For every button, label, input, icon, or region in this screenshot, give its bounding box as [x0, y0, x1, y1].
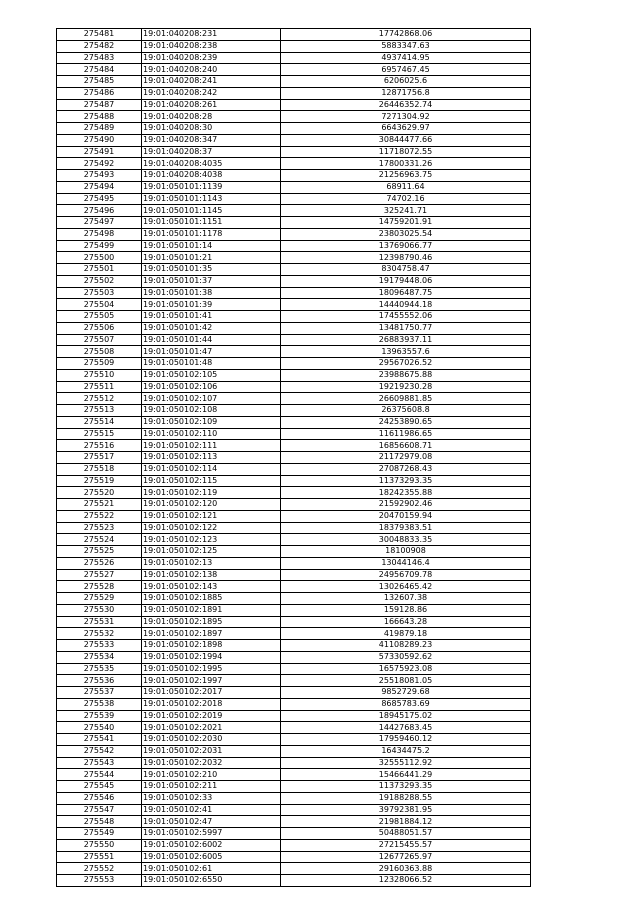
- row-number-cell: 275507: [57, 334, 142, 346]
- row-number-cell: 275514: [57, 416, 142, 428]
- value-cell: 32555112.92: [281, 757, 531, 769]
- cadastral-number-cell: 19:01:050101:37: [142, 275, 281, 287]
- row-number-cell: 275520: [57, 487, 142, 499]
- cadastral-number-cell: 19:01:050102:122: [142, 522, 281, 534]
- value-cell: 13044146.4: [281, 557, 531, 569]
- cadastral-number-cell: 19:01:050101:44: [142, 334, 281, 346]
- cadastral-number-cell: 19:01:050101:1151: [142, 217, 281, 229]
- table-row: [57, 76, 531, 88]
- table-row: [57, 546, 531, 558]
- row-number-cell: 275539: [57, 710, 142, 722]
- cadastral-number-cell: 19:01:050102:1995: [142, 663, 281, 675]
- row-number-cell: 275504: [57, 299, 142, 311]
- row-number-cell: 275502: [57, 275, 142, 287]
- table-row: [57, 87, 531, 99]
- cadastral-number-cell: 19:01:050101:41: [142, 311, 281, 323]
- cadastral-number-cell: 19:01:050102:107: [142, 393, 281, 405]
- value-cell: 26446352.74: [281, 99, 531, 111]
- cadastral-number-cell: 19:01:050102:138: [142, 569, 281, 581]
- row-number-cell: 275531: [57, 616, 142, 628]
- value-cell: 13026465.42: [281, 581, 531, 593]
- table-row: [57, 463, 531, 475]
- table-row: [57, 651, 531, 663]
- cadastral-number-cell: 19:01:050102:210: [142, 769, 281, 781]
- value-cell: 18379383.51: [281, 522, 531, 534]
- value-cell: 21172979.08: [281, 452, 531, 464]
- table-row: [57, 193, 531, 205]
- cadastral-number-cell: 19:01:050102:2031: [142, 745, 281, 757]
- row-number-cell: 275499: [57, 240, 142, 252]
- cadastral-number-cell: 19:01:050102:6005: [142, 851, 281, 863]
- cadastral-number-cell: 19:01:050101:14: [142, 240, 281, 252]
- table-row: [57, 440, 531, 452]
- table-row: [57, 111, 531, 123]
- table-row: [57, 510, 531, 522]
- table-row: [57, 322, 531, 334]
- cadastral-number-cell: 19:01:050102:47: [142, 816, 281, 828]
- value-cell: 21256963.75: [281, 170, 531, 182]
- table-row: [57, 804, 531, 816]
- row-number-cell: 275524: [57, 534, 142, 546]
- value-cell: 50488051.57: [281, 828, 531, 840]
- cadastral-number-cell: 19:01:050102:2021: [142, 722, 281, 734]
- row-number-cell: 275549: [57, 828, 142, 840]
- table-row: [57, 522, 531, 534]
- row-number-cell: 275534: [57, 651, 142, 663]
- table-row: [57, 722, 531, 734]
- cadastral-number-cell: 19:01:040208:347: [142, 134, 281, 146]
- cadastral-number-cell: 19:01:050102:125: [142, 546, 281, 558]
- value-cell: 9852729.68: [281, 687, 531, 699]
- cadastral-number-cell: 19:01:040208:239: [142, 52, 281, 64]
- value-cell: 29160363.88: [281, 863, 531, 875]
- cadastral-number-cell: 19:01:050102:119: [142, 487, 281, 499]
- value-cell: 8304758.47: [281, 264, 531, 276]
- row-number-cell: 275489: [57, 123, 142, 135]
- cadastral-number-cell: 19:01:050101:1145: [142, 205, 281, 217]
- value-cell: 21592902.46: [281, 499, 531, 511]
- row-number-cell: 275536: [57, 675, 142, 687]
- cadastral-number-cell: 19:01:040208:238: [142, 40, 281, 52]
- table-row: [57, 557, 531, 569]
- cadastral-number-cell: 19:01:050101:35: [142, 264, 281, 276]
- table-row: [57, 593, 531, 605]
- cadastral-number-cell: 19:01:050102:211: [142, 781, 281, 793]
- table-row: [57, 792, 531, 804]
- cadastral-number-cell: 19:01:050102:143: [142, 581, 281, 593]
- value-cell: 6957467.45: [281, 64, 531, 76]
- row-number-cell: 275521: [57, 499, 142, 511]
- cadastral-number-cell: 19:01:050101:38: [142, 287, 281, 299]
- value-cell: 5883347.63: [281, 40, 531, 52]
- row-number-cell: 275541: [57, 734, 142, 746]
- value-cell: 19179448.06: [281, 275, 531, 287]
- value-cell: 419879.18: [281, 628, 531, 640]
- table-row: [57, 264, 531, 276]
- table-row: [57, 64, 531, 76]
- value-cell: 16434475.2: [281, 745, 531, 757]
- cadastral-number-cell: 19:01:040208:30: [142, 123, 281, 135]
- cadastral-number-cell: 19:01:050101:48: [142, 358, 281, 370]
- cadastral-number-cell: 19:01:050102:1885: [142, 593, 281, 605]
- value-cell: 26375608.8: [281, 405, 531, 417]
- cadastral-number-cell: 19:01:050101:42: [142, 322, 281, 334]
- row-number-cell: 275513: [57, 405, 142, 417]
- value-cell: 14440944.18: [281, 299, 531, 311]
- row-number-cell: 275516: [57, 440, 142, 452]
- table-row: [57, 581, 531, 593]
- value-cell: 8685783.69: [281, 698, 531, 710]
- table-row: [57, 734, 531, 746]
- value-cell: 12398790.46: [281, 252, 531, 264]
- row-number-cell: 275487: [57, 99, 142, 111]
- row-number-cell: 275548: [57, 816, 142, 828]
- table-row: [57, 875, 531, 887]
- table-row: [57, 698, 531, 710]
- value-cell: 14427683.45: [281, 722, 531, 734]
- value-cell: 14759201.91: [281, 217, 531, 229]
- row-number-cell: 275553: [57, 875, 142, 887]
- value-cell: 30844477.66: [281, 134, 531, 146]
- cadastral-number-cell: 19:01:050101:47: [142, 346, 281, 358]
- cadastral-number-cell: 19:01:050102:2019: [142, 710, 281, 722]
- table-row: [57, 816, 531, 828]
- table-row: [57, 534, 531, 546]
- row-number-cell: 275500: [57, 252, 142, 264]
- cadastral-number-cell: 19:01:040208:261: [142, 99, 281, 111]
- row-number-cell: 275530: [57, 604, 142, 616]
- table-row: [57, 839, 531, 851]
- table-row: [57, 863, 531, 875]
- cadastral-number-cell: 19:01:050102:2030: [142, 734, 281, 746]
- value-cell: 21981884.12: [281, 816, 531, 828]
- value-cell: 325241.71: [281, 205, 531, 217]
- table-row: [57, 416, 531, 428]
- row-number-cell: 275544: [57, 769, 142, 781]
- cadastral-number-cell: 19:01:050102:108: [142, 405, 281, 417]
- value-cell: 15466441.29: [281, 769, 531, 781]
- row-number-cell: 275481: [57, 29, 142, 41]
- row-number-cell: 275508: [57, 346, 142, 358]
- row-number-cell: 275526: [57, 557, 142, 569]
- table-row: [57, 452, 531, 464]
- cadastral-number-cell: 19:01:050102:6550: [142, 875, 281, 887]
- value-cell: 13769066.77: [281, 240, 531, 252]
- row-number-cell: 275497: [57, 217, 142, 229]
- cadastral-number-cell: 19:01:050102:121: [142, 510, 281, 522]
- value-cell: 27087268.43: [281, 463, 531, 475]
- row-number-cell: 275547: [57, 804, 142, 816]
- value-cell: 26883937.11: [281, 334, 531, 346]
- row-number-cell: 275498: [57, 228, 142, 240]
- cadastral-number-cell: 19:01:050101:1178: [142, 228, 281, 240]
- value-cell: 29567026.52: [281, 358, 531, 370]
- table-row: [57, 205, 531, 217]
- table-row: [57, 393, 531, 405]
- cadastral-number-cell: 19:01:040208:28: [142, 111, 281, 123]
- cadastral-number-cell: 19:01:050102:1997: [142, 675, 281, 687]
- row-number-cell: 275528: [57, 581, 142, 593]
- row-number-cell: 275501: [57, 264, 142, 276]
- value-cell: 41108289.23: [281, 640, 531, 652]
- row-number-cell: 275485: [57, 76, 142, 88]
- cadastral-number-cell: 19:01:050102:123: [142, 534, 281, 546]
- cadastral-number-cell: 19:01:050102:33: [142, 792, 281, 804]
- row-number-cell: 275484: [57, 64, 142, 76]
- table-row: [57, 628, 531, 640]
- row-number-cell: 275538: [57, 698, 142, 710]
- row-number-cell: 275505: [57, 311, 142, 323]
- cadastral-number-cell: 19:01:050102:110: [142, 428, 281, 440]
- cadastral-number-cell: 19:01:050101:39: [142, 299, 281, 311]
- table-row: [57, 675, 531, 687]
- table-row: [57, 311, 531, 323]
- table-row: [57, 828, 531, 840]
- table-row: [57, 851, 531, 863]
- table-row: [57, 52, 531, 64]
- row-number-cell: 275543: [57, 757, 142, 769]
- cadastral-number-cell: 19:01:050102:111: [142, 440, 281, 452]
- table-row: [57, 369, 531, 381]
- table-row: [57, 181, 531, 193]
- cadastral-number-cell: 19:01:050102:6002: [142, 839, 281, 851]
- table-row: [57, 745, 531, 757]
- cadastral-number-cell: 19:01:040208:4038: [142, 170, 281, 182]
- cadastral-number-cell: 19:01:040208:4035: [142, 158, 281, 170]
- value-cell: 23803025.54: [281, 228, 531, 240]
- table-row: [57, 29, 531, 41]
- cadastral-number-cell: 19:01:050101:1139: [142, 181, 281, 193]
- row-number-cell: 275540: [57, 722, 142, 734]
- value-cell: 166643.28: [281, 616, 531, 628]
- value-cell: 16856608.71: [281, 440, 531, 452]
- table-row: [57, 687, 531, 699]
- cadastral-number-cell: 19:01:050102:1898: [142, 640, 281, 652]
- value-cell: 11611986.65: [281, 428, 531, 440]
- value-cell: 23988675.88: [281, 369, 531, 381]
- value-cell: 26609881.85: [281, 393, 531, 405]
- cadastral-number-cell: 19:01:050102:2017: [142, 687, 281, 699]
- row-number-cell: 275519: [57, 475, 142, 487]
- row-number-cell: 275537: [57, 687, 142, 699]
- table-row: [57, 616, 531, 628]
- table-row: [57, 287, 531, 299]
- table-row: [57, 134, 531, 146]
- row-number-cell: 275523: [57, 522, 142, 534]
- row-number-cell: 275482: [57, 40, 142, 52]
- value-cell: 11373293.35: [281, 475, 531, 487]
- value-cell: 12677265.97: [281, 851, 531, 863]
- row-number-cell: 275522: [57, 510, 142, 522]
- table-row: [57, 381, 531, 393]
- table-row: [57, 228, 531, 240]
- cadastral-number-cell: 19:01:040208:240: [142, 64, 281, 76]
- table-row: [57, 710, 531, 722]
- table-row: [57, 240, 531, 252]
- cadastral-number-cell: 19:01:050102:2018: [142, 698, 281, 710]
- table-row: [57, 569, 531, 581]
- row-number-cell: 275494: [57, 181, 142, 193]
- row-number-cell: 275551: [57, 851, 142, 863]
- data-table: [56, 28, 531, 887]
- row-number-cell: 275510: [57, 369, 142, 381]
- table-row: [57, 405, 531, 417]
- table-row: [57, 123, 531, 135]
- cadastral-number-cell: 19:01:050101:1143: [142, 193, 281, 205]
- table-row: [57, 334, 531, 346]
- row-number-cell: 275525: [57, 546, 142, 558]
- row-number-cell: 275495: [57, 193, 142, 205]
- cadastral-number-cell: 19:01:040208:242: [142, 87, 281, 99]
- table-row: [57, 299, 531, 311]
- table-row: [57, 275, 531, 287]
- row-number-cell: 275533: [57, 640, 142, 652]
- row-number-cell: 275490: [57, 134, 142, 146]
- value-cell: 30048833.35: [281, 534, 531, 546]
- row-number-cell: 275512: [57, 393, 142, 405]
- cadastral-number-cell: 19:01:050102:41: [142, 804, 281, 816]
- cadastral-number-cell: 19:01:040208:241: [142, 76, 281, 88]
- row-number-cell: 275517: [57, 452, 142, 464]
- table-row: [57, 663, 531, 675]
- row-number-cell: 275545: [57, 781, 142, 793]
- value-cell: 6206025.6: [281, 76, 531, 88]
- value-cell: 19219230.28: [281, 381, 531, 393]
- cadastral-number-cell: 19:01:040208:231: [142, 29, 281, 41]
- row-number-cell: 275496: [57, 205, 142, 217]
- value-cell: 17742868.06: [281, 29, 531, 41]
- row-number-cell: 275515: [57, 428, 142, 440]
- cadastral-number-cell: 19:01:050102:120: [142, 499, 281, 511]
- value-cell: 27215455.57: [281, 839, 531, 851]
- value-cell: 18100908: [281, 546, 531, 558]
- row-number-cell: 275552: [57, 863, 142, 875]
- value-cell: 18242355.88: [281, 487, 531, 499]
- value-cell: 39792381.95: [281, 804, 531, 816]
- row-number-cell: 275542: [57, 745, 142, 757]
- value-cell: 159128.86: [281, 604, 531, 616]
- value-cell: 4937414.95: [281, 52, 531, 64]
- cadastral-number-cell: 19:01:050102:1891: [142, 604, 281, 616]
- cadastral-number-cell: 19:01:050102:115: [142, 475, 281, 487]
- cadastral-number-cell: 19:01:050102:114: [142, 463, 281, 475]
- value-cell: 13481750.77: [281, 322, 531, 334]
- value-cell: 18945175.02: [281, 710, 531, 722]
- cadastral-number-cell: 19:01:050102:61: [142, 863, 281, 875]
- cadastral-number-cell: 19:01:050102:1994: [142, 651, 281, 663]
- row-number-cell: 275535: [57, 663, 142, 675]
- table-row: [57, 428, 531, 440]
- cadastral-number-cell: 19:01:050102:5997: [142, 828, 281, 840]
- row-number-cell: 275550: [57, 839, 142, 851]
- table-row: [57, 358, 531, 370]
- row-number-cell: 275506: [57, 322, 142, 334]
- row-number-cell: 275493: [57, 170, 142, 182]
- value-cell: 57330592.62: [281, 651, 531, 663]
- row-number-cell: 275488: [57, 111, 142, 123]
- cadastral-number-cell: 19:01:050102:1897: [142, 628, 281, 640]
- value-cell: 7271304.92: [281, 111, 531, 123]
- value-cell: 132607.38: [281, 593, 531, 605]
- table-row: [57, 346, 531, 358]
- value-cell: 25518081.05: [281, 675, 531, 687]
- value-cell: 68911.64: [281, 181, 531, 193]
- row-number-cell: 275532: [57, 628, 142, 640]
- value-cell: 19188288.55: [281, 792, 531, 804]
- cadastral-number-cell: 19:01:050102:113: [142, 452, 281, 464]
- value-cell: 12328066.52: [281, 875, 531, 887]
- table-row: [57, 158, 531, 170]
- value-cell: 24956709.78: [281, 569, 531, 581]
- table-row: [57, 640, 531, 652]
- value-cell: 16575923.08: [281, 663, 531, 675]
- row-number-cell: 275503: [57, 287, 142, 299]
- cadastral-number-cell: 19:01:050102:109: [142, 416, 281, 428]
- value-cell: 11373293.35: [281, 781, 531, 793]
- value-cell: 13963557.6: [281, 346, 531, 358]
- table-row: [57, 146, 531, 158]
- value-cell: 24253890.65: [281, 416, 531, 428]
- value-cell: 18096487.75: [281, 287, 531, 299]
- row-number-cell: 275546: [57, 792, 142, 804]
- cadastral-number-cell: 19:01:050102:2032: [142, 757, 281, 769]
- cadastral-number-cell: 19:01:050101:21: [142, 252, 281, 264]
- row-number-cell: 275527: [57, 569, 142, 581]
- cadastral-number-cell: 19:01:050102:105: [142, 369, 281, 381]
- table-row: [57, 217, 531, 229]
- value-cell: 74702.16: [281, 193, 531, 205]
- row-number-cell: 275518: [57, 463, 142, 475]
- cadastral-number-cell: 19:01:040208:37: [142, 146, 281, 158]
- table-row: [57, 499, 531, 511]
- value-cell: 17455552.06: [281, 311, 531, 323]
- table-row: [57, 757, 531, 769]
- cadastral-number-cell: 19:01:050102:13: [142, 557, 281, 569]
- value-cell: 6643629.97: [281, 123, 531, 135]
- table-row: [57, 604, 531, 616]
- cadastral-number-cell: 19:01:050102:106: [142, 381, 281, 393]
- value-cell: 17959460.12: [281, 734, 531, 746]
- row-number-cell: 275509: [57, 358, 142, 370]
- value-cell: 11718072.55: [281, 146, 531, 158]
- value-cell: 20470159.94: [281, 510, 531, 522]
- row-number-cell: 275491: [57, 146, 142, 158]
- row-number-cell: 275511: [57, 381, 142, 393]
- table-row: [57, 252, 531, 264]
- table-row: [57, 487, 531, 499]
- row-number-cell: 275529: [57, 593, 142, 605]
- table-row: [57, 769, 531, 781]
- table-row: [57, 781, 531, 793]
- value-cell: 17800331.26: [281, 158, 531, 170]
- value-cell: 12871756.8: [281, 87, 531, 99]
- row-number-cell: 275492: [57, 158, 142, 170]
- cadastral-number-cell: 19:01:050102:1895: [142, 616, 281, 628]
- table-row: [57, 40, 531, 52]
- table-row: [57, 475, 531, 487]
- table-row: [57, 170, 531, 182]
- row-number-cell: 275483: [57, 52, 142, 64]
- table-row: [57, 99, 531, 111]
- row-number-cell: 275486: [57, 87, 142, 99]
- table-body: [57, 29, 531, 887]
